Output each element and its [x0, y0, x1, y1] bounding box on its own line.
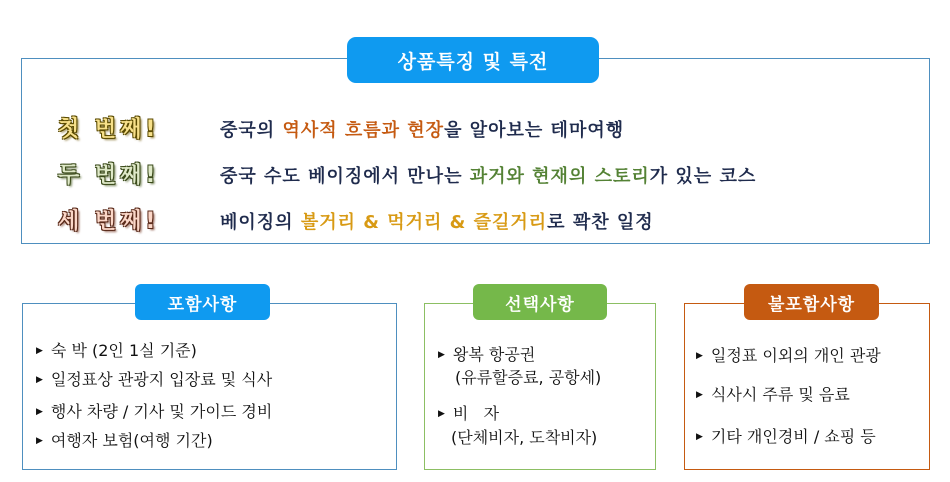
feature-label-2: 두 번째! [58, 163, 160, 188]
list-item: ▶ 행사 차량 / 기사 및 가이드 경비 [36, 402, 273, 421]
bullet-icon: ▶ [36, 374, 43, 385]
list-item: ▶ 숙 박 (2인 1실 기준) [36, 341, 197, 360]
feature-text-3: 베이징의 볼거리 & 먹거리 & 즐길거리로 꽉찬 일정 [220, 212, 654, 233]
list-item: ▶ 왕복 항공권 [438, 345, 536, 364]
feature-label-1: 첫 번째! [58, 117, 160, 142]
bullet-icon: ▶ [36, 435, 43, 446]
excluded-title: 불포함사항 [744, 284, 879, 320]
list-item: ▶ 여행자 보험(여행 기간) [36, 431, 213, 450]
optional-title: 선택사항 [473, 284, 607, 320]
bullet-icon: ▶ [696, 431, 703, 442]
list-item: ▶ 비 자 [438, 404, 500, 423]
bullet-icon: ▶ [696, 389, 703, 400]
list-item-sub: (유류할증료, 공항세) [455, 368, 602, 387]
bullet-icon: ▶ [36, 406, 43, 417]
feature-text-1: 중국의 역사적 흐름과 현장을 알아보는 테마여행 [220, 120, 625, 141]
feature-label-3: 세 번째! [58, 209, 160, 234]
list-item: ▶ 식사시 주류 및 음료 [696, 385, 850, 404]
list-item: ▶ 기타 개인경비 / 쇼핑 등 [696, 427, 876, 446]
list-item: ▶ 일정표 이외의 개인 관광 [696, 346, 881, 365]
bullet-icon: ▶ [696, 350, 703, 361]
feature-text-2: 중국 수도 베이징에서 만나는 과거와 현재의 스토리가 있는 코스 [220, 166, 757, 187]
bullet-icon: ▶ [438, 408, 445, 419]
list-item: ▶ 일정표상 관광지 입장료 및 식사 [36, 370, 273, 389]
bullet-icon: ▶ [36, 345, 43, 356]
features-title: 상품특징 및 특전 [347, 37, 599, 83]
bullet-icon: ▶ [438, 349, 445, 360]
list-item-sub: (단체비자, 도착비자) [451, 428, 598, 447]
included-title: 포함사항 [135, 284, 270, 320]
